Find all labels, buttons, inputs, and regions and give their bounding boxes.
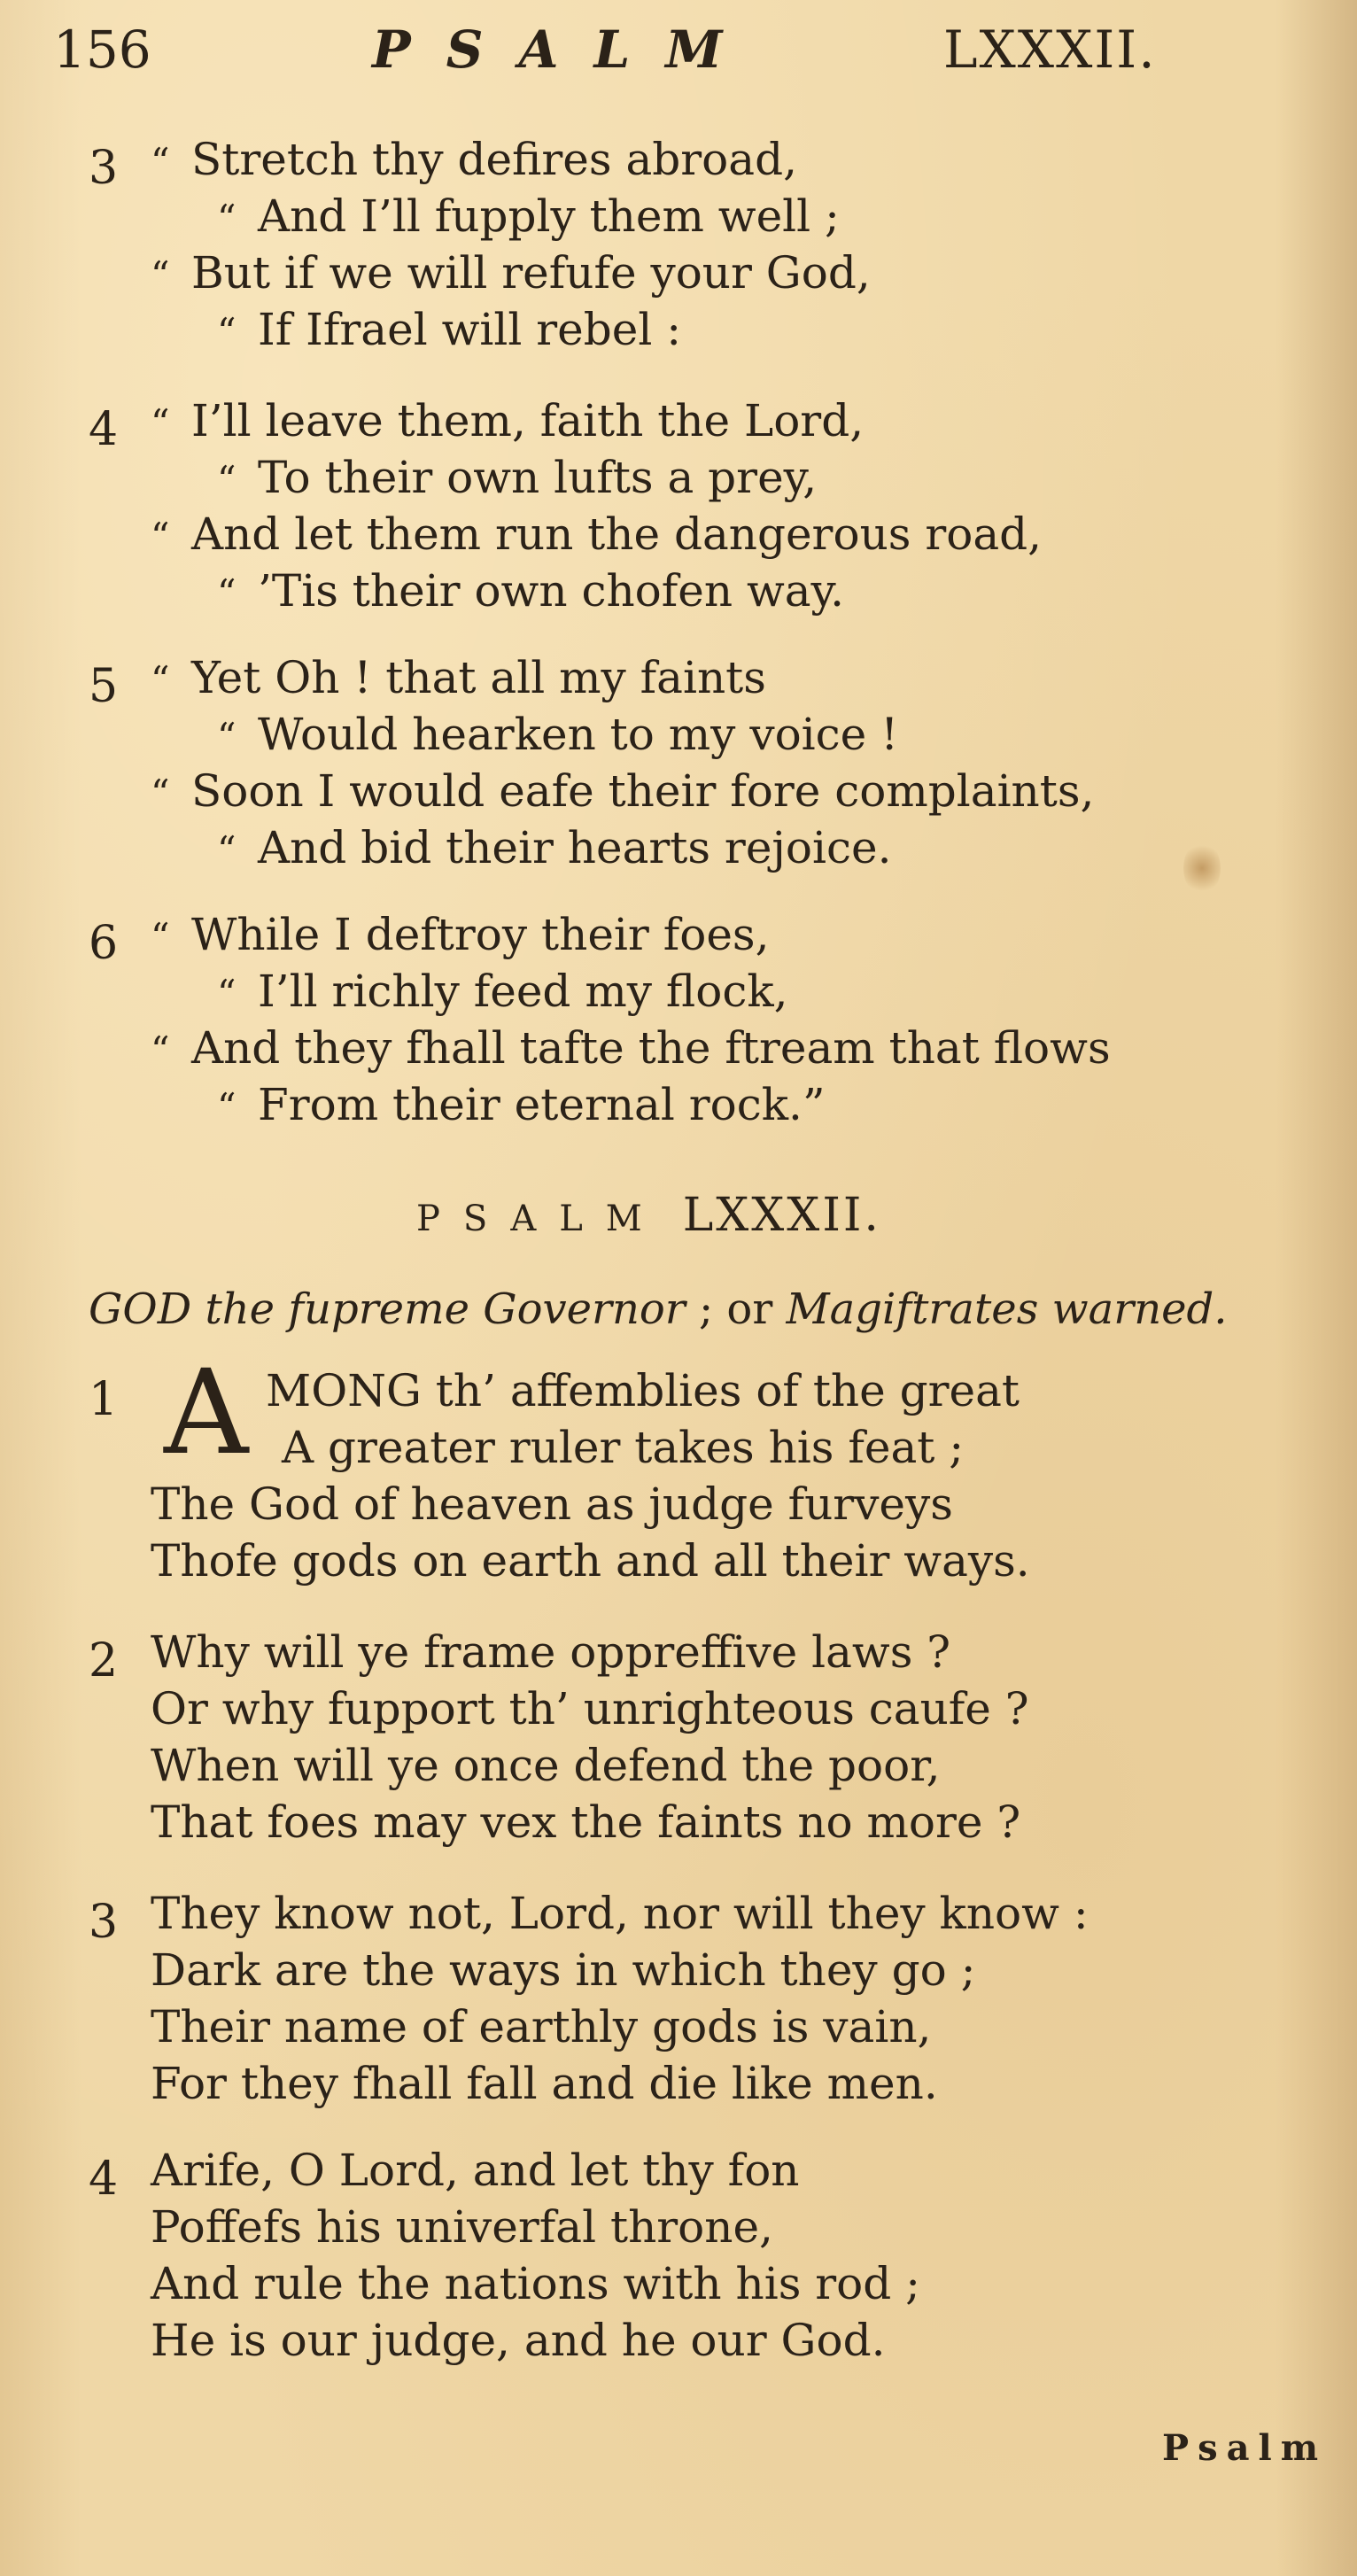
verse-line: Poffefs his univerfal throne, — [151, 2201, 773, 2253]
verse-line: For they fhall fall and die like men. — [151, 2058, 938, 2109]
stanza-number: 3 — [89, 1896, 119, 1949]
verse-line: Or why fupport th’ unrighteous caufe ? — [151, 1683, 1029, 1734]
verse-line: “ And I’ll fupply them well ; — [217, 190, 840, 242]
verse-line: “ To their own lufts a prey, — [217, 452, 818, 503]
stanza-number: 1 — [89, 1373, 119, 1426]
argument-part-1: GOD the fupreme Governor — [89, 1284, 686, 1334]
verse-line: He is our judge, and he our God. — [151, 2315, 886, 2366]
page-number: 156 — [53, 19, 151, 80]
drop-cap: A — [164, 1345, 249, 1481]
verse-line: “ I’ll leave them, faith the Lord, — [151, 395, 865, 446]
verse-line: That foes may vex the faints no more ? — [151, 1796, 1021, 1848]
psalm-heading-numeral: LXXXII. — [682, 1189, 881, 1242]
verse-line: Why will ye frame oppreffive laws ? — [151, 1626, 951, 1678]
verse-line: The God of heaven as judge furveys — [151, 1478, 953, 1530]
stanza-number: 4 — [89, 403, 119, 456]
verse-line: Thofe gods on earth and all their ways. — [151, 1535, 1030, 1587]
page-header — [53, 19, 1169, 81]
verse-line: “ Soon I would eafe their fore complaints, — [151, 765, 1095, 817]
verse-line: “ If Ifrael will rebel : — [217, 304, 682, 355]
verse-line: “ Yet Oh ! that all my faints — [151, 652, 766, 703]
stanza-number: 3 — [89, 142, 119, 195]
verse-line: “ Would hearken to my voice ! — [217, 709, 899, 760]
verse-line: Arife, O Lord, and let thy fon — [151, 2145, 800, 2196]
verse-line: “ While I deftroy their foes, — [151, 909, 770, 960]
stanza-number: 2 — [89, 1634, 119, 1688]
verse-line: “ ’Tis their own chofen way. — [217, 565, 845, 617]
psalm-heading — [416, 1189, 881, 1242]
verse-line: “ From their eternal rock.” — [217, 1079, 826, 1130]
running-title: PSALM — [372, 19, 758, 80]
verse-line: “ And they fhall tafte the ftream that flows — [151, 1022, 1111, 1074]
psalm-heading-word: PSALM — [416, 1199, 665, 1239]
verse-line: When will ye once defend the poor, — [151, 1740, 941, 1791]
verse-line: They know not, Lord, nor will they know : — [151, 1888, 1089, 1939]
stanza-number: 5 — [89, 660, 119, 713]
verse-line: Their name of earthly gods is vain, — [151, 2001, 932, 2052]
verse-line: Dark are the ways in which they go ; — [151, 1944, 976, 1996]
verse-line: And rule the nations with his rod ; — [151, 2258, 920, 2309]
catchword: Psalm — [1162, 2427, 1328, 2469]
stanza-number: 6 — [89, 917, 119, 970]
argument-separator: ; or — [698, 1284, 773, 1334]
stanza-number: 4 — [89, 2153, 119, 2206]
verse-line: “ And let them run the dangerous road, — [151, 508, 1043, 560]
running-numeral: LXXXII. — [943, 19, 1157, 80]
verse-line: “ But if we will refufe your God, — [151, 247, 871, 299]
verse-line: A greater ruler takes his feat ; — [282, 1422, 965, 1473]
verse-line: “ Stretch thy defires abroad, — [151, 134, 797, 185]
verse-line: MONG th’ affemblies of the great — [266, 1365, 1020, 1416]
paper-stain — [1183, 842, 1221, 895]
psalm-argument — [89, 1284, 1338, 1334]
argument-part-2: Magiftrates warned. — [786, 1284, 1228, 1334]
verse-line: “ I’ll richly feed my flock, — [217, 966, 788, 1017]
verse-line: “ And bid their hearts rejoice. — [217, 822, 892, 873]
